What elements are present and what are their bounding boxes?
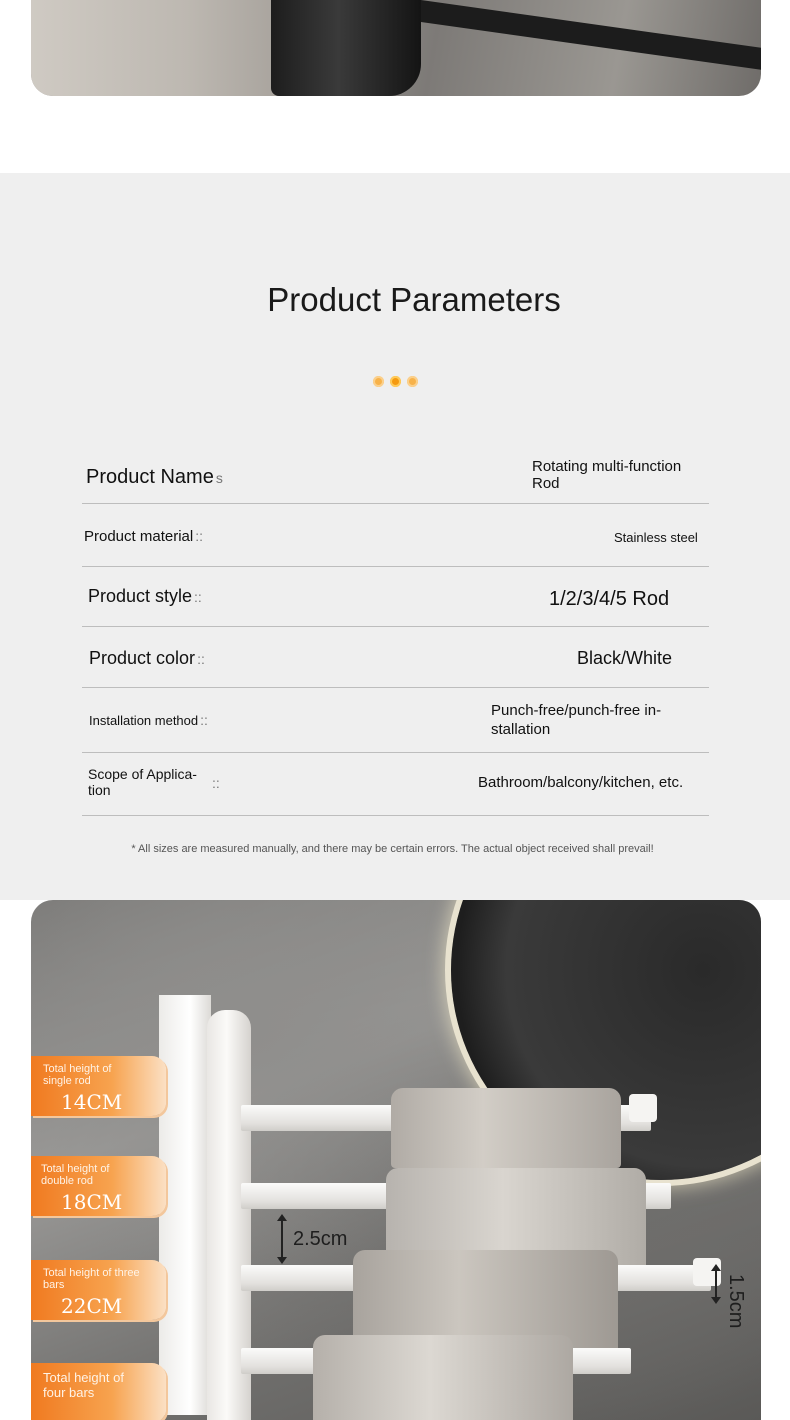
param-value: Bathroom/balcony/kitchen, etc. — [478, 774, 684, 791]
param-separator: :: — [212, 775, 220, 791]
dot-icon — [390, 376, 401, 387]
rod-size-arrow-icon — [715, 1266, 717, 1302]
gap-arrow-icon — [281, 1216, 283, 1262]
wall-panel — [31, 0, 291, 96]
black-rod-bracket — [271, 0, 421, 96]
decorative-dots — [373, 376, 418, 388]
wall-plate — [159, 995, 211, 1415]
dimension-tag-three — [31, 1260, 166, 1320]
product-parameters-section — [0, 173, 790, 900]
dimension-caption: Total height of three bars — [43, 1267, 140, 1291]
param-label: Installation method :: — [89, 712, 208, 728]
dimension-tag-four — [31, 1363, 166, 1420]
param-value: Punch-free/punch-free in-stallation — [491, 702, 662, 738]
param-separator: s — [215, 470, 223, 486]
param-label: Product color :: — [89, 648, 205, 668]
dimension-tag-double — [31, 1156, 166, 1216]
dimension-caption: Total height of single rod — [43, 1063, 112, 1087]
dimension-value: 22CM — [61, 1294, 123, 1318]
gap-measurement: 2.5cm — [293, 1228, 348, 1250]
dimension-caption: Total height of double rod — [41, 1163, 110, 1187]
param-row-color — [82, 627, 709, 688]
param-separator: :: — [195, 528, 203, 544]
param-value: Rotating multi-function Rod — [532, 458, 682, 492]
dimension-value: 14CM — [61, 1090, 123, 1114]
param-row-style — [82, 567, 709, 627]
param-label: Scope of Applica-tion — [88, 766, 197, 798]
param-label: Product Name s — [86, 466, 223, 488]
section-title: Product Parameters — [267, 281, 561, 318]
param-label: Product material :: — [84, 528, 203, 545]
black-rod-bar — [421, 0, 761, 78]
rod-size-measurement: 1.5cm — [725, 1274, 747, 1329]
dot-icon — [373, 376, 384, 387]
param-separator: :: — [197, 651, 205, 667]
bottom-product-photo — [31, 900, 761, 1420]
dot-icon — [407, 376, 418, 387]
param-row-name — [82, 450, 709, 504]
param-label: Product style :: — [88, 586, 202, 606]
dimension-caption: Total height of four bars — [43, 1370, 124, 1400]
param-row-installation — [82, 688, 709, 753]
towel-image — [313, 1335, 573, 1420]
param-row-material — [82, 504, 709, 567]
param-row-scope — [82, 753, 709, 816]
param-value: Black/White — [577, 648, 673, 668]
top-product-photo — [31, 0, 761, 96]
param-separator: :: — [200, 712, 208, 728]
param-value: 1/2/3/4/5 Rod — [549, 588, 670, 610]
towel-image — [391, 1088, 621, 1168]
rod-end-cap — [629, 1094, 657, 1122]
dimension-tag-single — [31, 1056, 166, 1116]
param-separator: :: — [194, 589, 202, 605]
dimension-value: 18CM — [61, 1190, 123, 1214]
measurement-note: * All sizes are measured manually, and there may be certain errors. The actual object received shall prevail! — [131, 843, 654, 855]
param-value: Stainless steel — [614, 530, 698, 545]
